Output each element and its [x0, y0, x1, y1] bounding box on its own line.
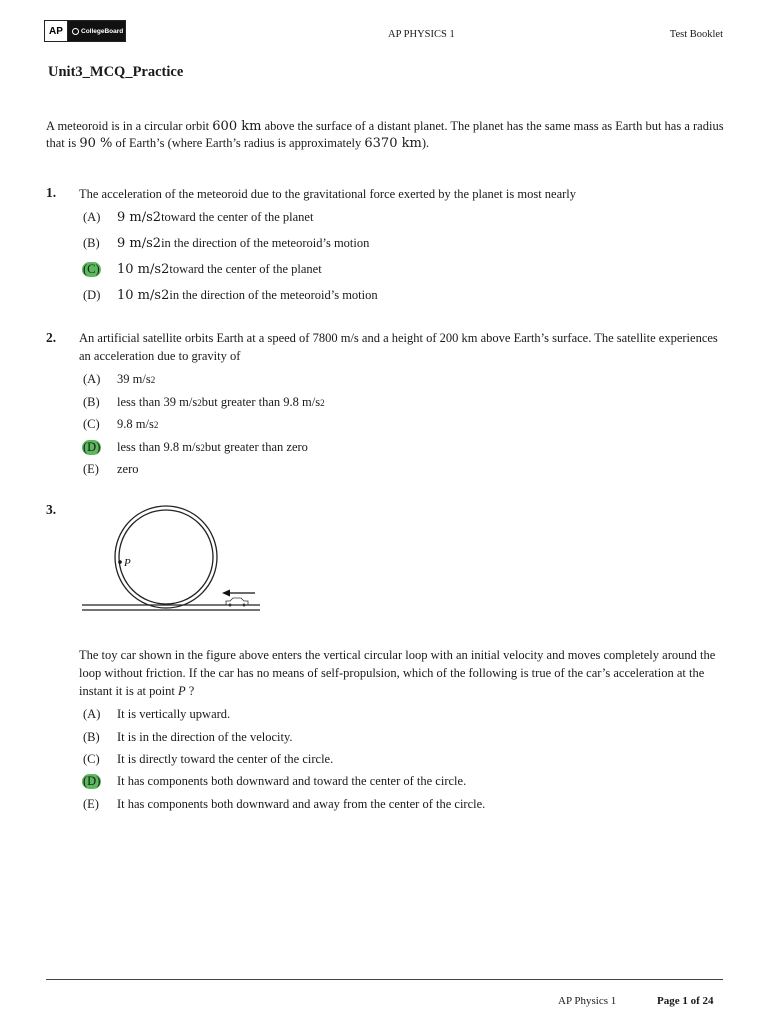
question-stem: A meteoroid is in a circular orbit 600 km above the surface of a distant planet. The planet has the same mass as Earth but has a radius that is 90 % of Earth’s (where Earth’s radius is approximately 6370 km). [46, 119, 724, 151]
answer-option[interactable]: (C) 9.8 m/s 2 [83, 417, 159, 431]
answer-option-correct[interactable]: (D) less than 9.8 m/s 2 but greater than zero [83, 440, 308, 454]
page-title: Unit3_MCQ_Practice [48, 64, 184, 80]
option-letter: (A) [83, 372, 101, 386]
answer-option[interactable]: (D) 10 m/s 2 in the direction of the meteoroid’s motion [83, 288, 378, 303]
acorn-icon [72, 28, 79, 35]
answer-option[interactable]: (B) less than 39 m/s 2 but greater than 9.8 m/s 2 [83, 395, 325, 409]
option-letter: (B) [83, 730, 100, 744]
question-text: The acceleration of the meteoroid due to the gravitational force exerted by the planet is most nearly [79, 187, 577, 201]
correct-answer-highlight: (D) [83, 440, 101, 454]
footer-divider [46, 979, 723, 980]
correct-answer-highlight: (C) [83, 262, 100, 276]
loop-inner [119, 510, 213, 604]
math-orbit-height: 600 km [212, 119, 262, 134]
option-letter: (D) [83, 288, 101, 302]
answer-option[interactable]: (E) zero [83, 462, 139, 476]
question-number: 1. [46, 185, 57, 200]
answer-option[interactable]: (B) 9 m/s 2 in the direction of the meteoroid’s motion [83, 236, 370, 251]
answer-option[interactable]: (B) It is in the direction of the velocity. [83, 730, 293, 744]
question-text: An artificial satellite orbits Earth at a speed of 7800 m/s and a height of 200 km above Earth’s surface. The satellite experiences an acceleration due to gravity of [79, 331, 718, 363]
answer-option[interactable]: (C) It is directly toward the center of the circle. [83, 752, 334, 766]
option-letter: (A) [83, 210, 101, 224]
ap-collegeboard-logo [44, 20, 126, 42]
page-number: Page 1 of 24 [657, 995, 714, 1007]
option-letter: (C) [83, 752, 100, 766]
collegeboard-logo-mark: CollegeBoard [68, 21, 125, 41]
answer-option[interactable]: (A) 9 m/s 2 toward the center of the planet [83, 210, 314, 225]
loop-diagram [80, 503, 265, 618]
answer-option[interactable]: (A) 39 m/s 2 [83, 372, 156, 386]
math-earth-radius: 6370 km [364, 136, 422, 151]
footer-subject: AP Physics 1 [558, 995, 617, 1007]
answer-option-correct[interactable]: (C) 10 m/s 2 toward the center of the planet [83, 262, 322, 277]
question-text: The toy car shown in the figure above enters the vertical circular loop with an initial velocity and moves completely around the loop without friction. If the car has no means of self-propulsion, which of the following is true of the car’s acceleration at the instant it is at point P ? [79, 648, 716, 698]
header-booklet-label: Test Booklet [669, 29, 723, 40]
ap-logo-mark: AP [45, 21, 68, 41]
velocity-arrow-head [222, 590, 230, 597]
option-letter: (B) [83, 236, 100, 250]
toy-car-icon [226, 598, 248, 607]
question-number: 2. [46, 330, 57, 345]
option-letter: (E) [83, 797, 99, 811]
option-letter: (B) [83, 395, 100, 409]
point-p-dot [118, 560, 122, 564]
point-p-label: P [124, 557, 131, 569]
loop-figure [80, 503, 265, 623]
question-number: 3. [46, 502, 57, 517]
option-letter: (C) [83, 417, 100, 431]
answer-option-correct[interactable]: (D) It has components both downward and toward the center of the circle. [83, 774, 467, 788]
header-subject: AP PHYSICS 1 [388, 29, 455, 40]
math-radius-percent: 90 % [79, 136, 113, 151]
option-letter: (E) [83, 462, 99, 476]
option-letter: (A) [83, 707, 101, 721]
correct-answer-highlight: (D) [83, 774, 101, 788]
answer-option[interactable]: (E) It has components both downward and away from the center of the circle. [83, 797, 486, 811]
answer-option[interactable]: (A) It is vertically upward. [83, 707, 231, 721]
